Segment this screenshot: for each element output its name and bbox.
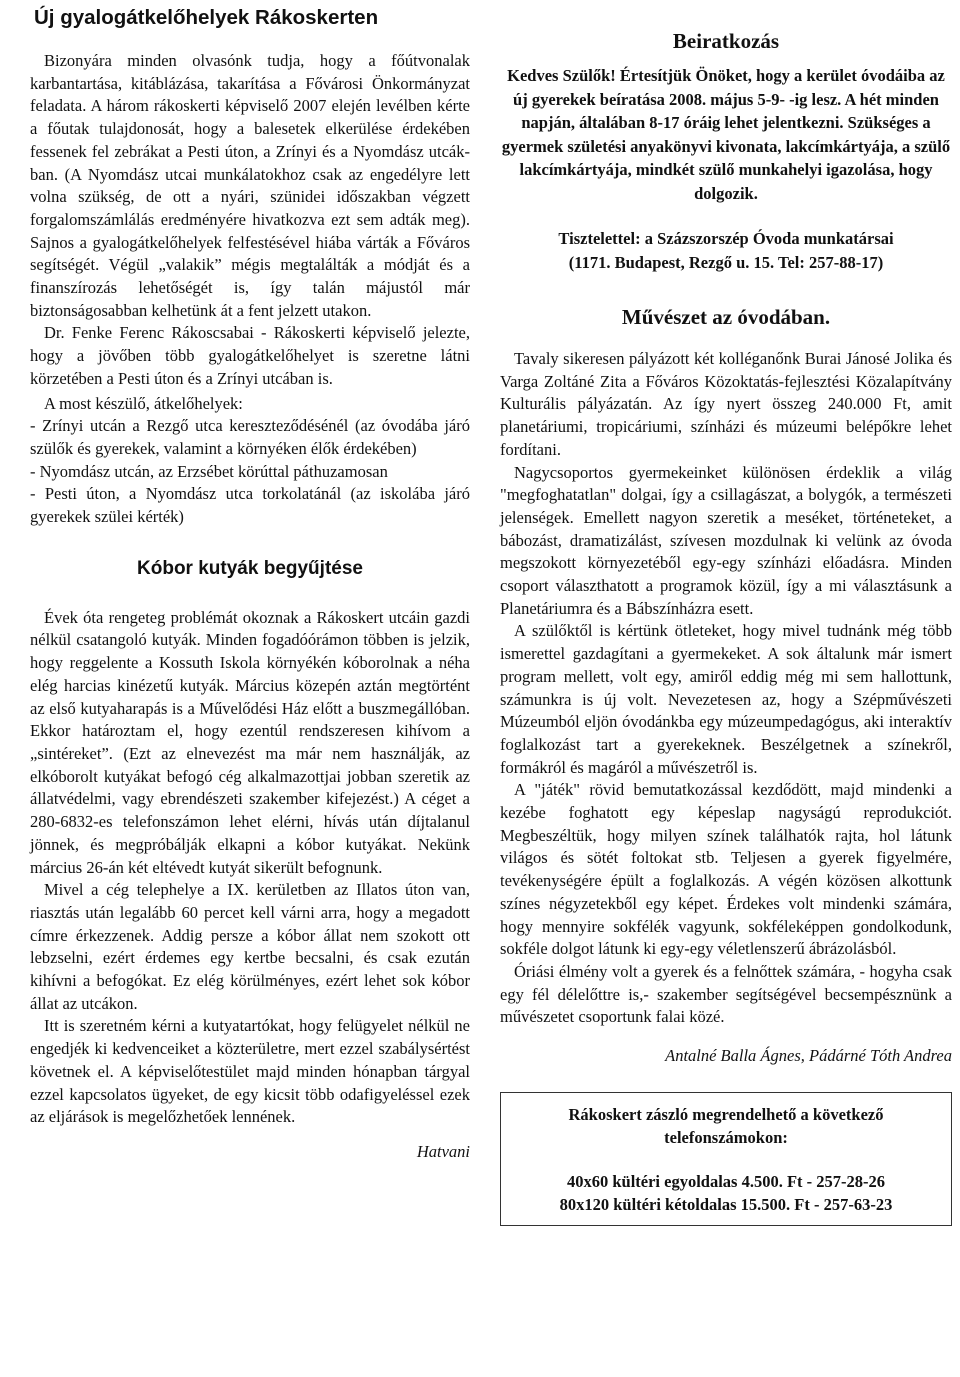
paragraph: Nagycsoportos gyermekeinket különösen érdeklik a világ "megfoghatatlan" dolgai, így a csillagászat, a bolygók, a természeti jelenségek. Emellett nagyon szeretik a meséket, történeteket, a bábozást, dramatizálást, szívesen mozdulnak ki velünk az óvoda megszokott környezetéből egy-egy színházi előadásra. Minden csoport választhatott a programok közül, így a mi választásunk a Planetáriumra és a Bábszínházra esett.	[500, 462, 952, 618]
flag-order-item: 40x60 kültéri egyoldalas 4.500. Ft - 257-28-26	[566, 1171, 886, 1191]
paragraph: Mivel a cég telephelye a IX. kerületben az Illatos úton van, riasztás után legalább 60 percet kell várni arra, hogy a megadott címre érkezzenek. Addig persze a kóbor állat nem szokott ott lebzselni, ezért érdemes egy kertbe becsalni, és csak ezután kihívni a befogókat. Ez elég körülményes, ezért lehet sok kóbor állat az utcákon.	[30, 880, 470, 1013]
list-item: - Zrínyi utcán a Rezgő utca kereszteződésénél (az óvodába járó szülők és gyerekek, valamint a környéken élők érdekében)	[30, 416, 470, 458]
flag-order-intro: Rákoskert zászló megrendelhető a következő telefonszámokon:	[568, 1104, 884, 1148]
flag-order-item: 80x120 kültéri kétoldalas 15.500. Ft - 257-63-23	[559, 1195, 893, 1215]
list-intro: A most készülő, átkelőhelyek:	[44, 393, 243, 413]
list-item: - Nyomdász utcán, az Erzsébet körúttal páthuzamosan	[30, 461, 388, 481]
section-heading: Művészet az óvodában.	[621, 305, 831, 329]
flag-order-box	[500, 1092, 952, 1226]
paragraph: Évek óta rengeteg problémát okoznak a Rákoskert utcáin gazdi nélkül csatangoló kutyák. Minden fogadóórámon többen is jelzik, hogy reggelente a Kossuth Iskola környékén kóborolnak a néha elég harcias kinézetű kutyák. Március közepén aztán megtörtént az első kutyaharapás is a Művelődési Ház előtt a buszmegállóban. Ekkor határoztam el, hogy ezentúl rendszeresen kihívom a „sintéreket”. (Ezt az elnevezést ma már nem használják, az elkóborolt kutyákat befogó cég alkalmazottjai jobban szeretik az állatvédelmi, vagy ebrendészeti szakember kifejezést.) A céget a 280-6832-es telefonszámon lehet elérni, hívás után díjtalanul jönnek, és megpróbálják elkapni a kóbor kutyákat. Nekünk március 26-án két eltévedt kutyát sikerült befognunk.	[30, 607, 470, 877]
section-heading: Beiratkozás	[672, 29, 780, 53]
paragraph: A "játék" rövid bemutatkozással kezdődött, majd mindenki a kezébe foghatott egy képeslap nagyságú reprodukciót. Megbeszéltük, hogy milyen színek találhatók rajta, hol látunk világos és sötét foltokat stb. Teljesen a gyerek figyelmére, tevékenységére épült a foglalkozás. A végén közösen alkottunk színes négyzetekből egy képet. Érdekes volt mindenki számára, hogy mennyire sokfélék vagyunk, sokféleképpen gondolkodunk, sokféle dolgot látunk ki egy-egy véletlenszerű ábrázolásból.	[500, 780, 952, 959]
left-column	[30, 0, 470, 1180]
enrollment-signature: Tisztelettel: a Százszorszép Óvoda munkatársai	[558, 229, 894, 248]
signature: Hatvani	[416, 1141, 470, 1161]
paragraph: Itt is szeretném kérni a kutyatartókat, hogy felügyelet nélkül ne engedjék ki kedvenceiket a közterületre, mert ezzel szabálysértést követnek el. A képviselőtestület majd minden hónapban tárgyal ezzel kapcsolatos ügyeket, de egy kicsit több odafigyeléssel ezek az eljárások is megelőzhetőek lennének.	[30, 1016, 470, 1127]
paragraph: Tavaly sikeresen pályázott két kolléganőnk Burai Jánosé Jolika és Varga Zoltáné Zita a Főváros Közoktatás-fejlesztési Közalapítvány Kulturális pályázatán. Az így nyert összeg 240.000 Ft, amit planetáriumi, tropicáriumi, színházi és múzeumi belépőkre lehet fordítani.	[500, 349, 952, 459]
right-column	[500, 0, 952, 1226]
list-item: - Pesti úton, a Nyomdász utca torkolatánál (az iskolába járó gyerekek szülei kérték)	[30, 484, 470, 527]
paragraph: Dr. Fenke Ferenc Rákoscsabai - Rákoskerti képviselő jelezte, hogy a jövőben több gyalogátkelőhelyet is szeretne látni körzetében a Pesti úton és a Zrínyi utcában is.	[30, 323, 470, 388]
paragraph: A szülőktől is kértünk ötleteket, hogy mivel tudnánk még több ismerettel gazdagítani a gyermekeket. A sok általunk már ismert program mellett, volt egy, amiről eddig még mi sem hallottunk, számunkra is új volt. Nevezetesen az, hogy a Szépművészeti Múzeumból eljön óvodánkba egy múzeumpedagógus, aki interaktív foglalkozást tart a gyerekeknek. Beszélgetnek a színekről, formákról és magáról a művészetről is.	[500, 621, 952, 777]
paragraph: Bizonyára minden olvasónk tudja, hogy a főútvonalak karbantartása, kitáblázása, takarítása a Fővárosi Önkormányzat feladata. A három rákoskerti képviselő 2007 elején levélben kérte a főutak tulajdonosát, hogy a balesetek elkerülése érdekében fessenek fel zebrákat a Pesti úton, a Zrínyi és a Nyomdász utcák-ban. (A Nyomdász utcai munkálatokhoz csak az engedélyre lett volna szükség, de ott a nyári, szünidei időszakban végzett forgalomszámlálás eredményére hivatkozva ezt sem adták meg). Sajnos a gyalogátkelőhelyek felfestésével hiába várták a Főváros segítségét. Végül „valakik” mégis megtalálták a módját és a finanszírozás lehetőségét is, így talán májustól már biztonságosabban kelhetünk át a fent jelzett utakon.	[30, 51, 470, 320]
enrollment-notice: Kedves Szülők! Értesítjük Önöket, hogy a kerület óvodáiba az új gyerekek beíratása 2008. május 5-9- -ig lesz. A hét minden napján, általában 8-17 óráig lehet jelentkezni. Szükséges a gyermek születési anyakönyvi kivonata, lakcímkártyája, a szülő lakcímkártyája, mindkét szülő munkahelyi igazolása, hogy dolgozik.	[501, 66, 951, 203]
enrollment-address: (1171. Budapest, Rezgő u. 15. Tel: 257-88-17)	[568, 252, 884, 272]
article-title: Új gyalogátkelőhelyek Rákoskerten	[34, 6, 379, 29]
signature: Antalné Balla Ágnes, Pádárné Tóth Andrea	[665, 1046, 952, 1066]
paragraph: Óriási élmény volt a gyerek és a felnőttek számára, - hogyha csak egy fél délelőttre is,- szakember segítségével becsempésznünk a művészetet csoportunk falai közé.	[500, 961, 952, 1027]
section-heading: Kóbor kutyák begyűjtése	[137, 557, 363, 579]
